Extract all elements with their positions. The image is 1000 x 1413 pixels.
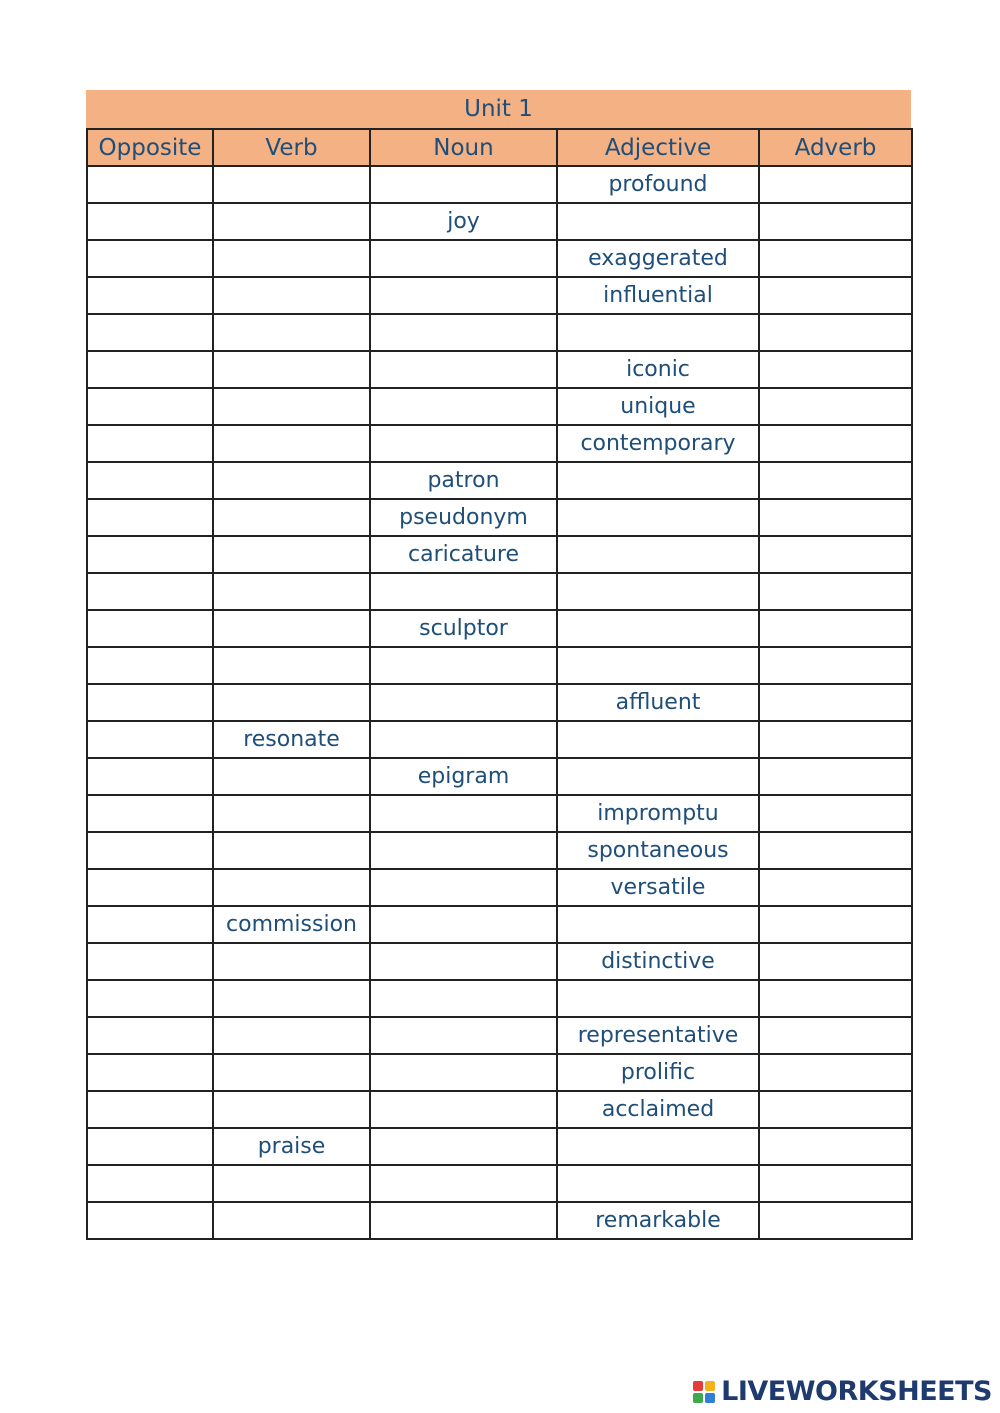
- table-row: [87, 1091, 912, 1128]
- cell-noun[interactable]: [370, 240, 557, 277]
- table-row: [87, 388, 912, 425]
- header-row: [87, 129, 912, 166]
- cell-opposite[interactable]: [87, 610, 213, 647]
- cell-adverb[interactable]: [759, 462, 912, 499]
- cell-verb[interactable]: [213, 795, 370, 832]
- cell-adjective[interactable]: [557, 980, 759, 1017]
- cell-adjective[interactable]: [557, 314, 759, 351]
- cell-opposite[interactable]: [87, 314, 213, 351]
- cell-adverb[interactable]: [759, 499, 912, 536]
- header-adjective: Adjective: [557, 129, 759, 166]
- cell-adverb[interactable]: [759, 832, 912, 869]
- cell-verb: commission: [213, 906, 370, 943]
- table-row: [87, 203, 912, 240]
- cell-verb[interactable]: [213, 462, 370, 499]
- liveworksheets-logo-icon: [693, 1381, 715, 1403]
- cell-adverb[interactable]: [759, 721, 912, 758]
- cell-noun[interactable]: [370, 906, 557, 943]
- cell-adjective: versatile: [557, 869, 759, 906]
- cell-adjective: spontaneous: [557, 832, 759, 869]
- cell-verb[interactable]: [213, 388, 370, 425]
- cell-noun[interactable]: [370, 166, 557, 203]
- table-row: [87, 462, 912, 499]
- table-body: [87, 166, 912, 1239]
- cell-noun[interactable]: [370, 425, 557, 462]
- logo-text: LIVEWORKSHEETS: [721, 1376, 992, 1407]
- cell-adverb[interactable]: [759, 388, 912, 425]
- cell-adjective: remarkable: [557, 1202, 759, 1239]
- worksheet: [86, 90, 911, 1240]
- cell-opposite[interactable]: [87, 943, 213, 980]
- cell-adjective: distinctive: [557, 943, 759, 980]
- cell-verb[interactable]: [213, 1165, 370, 1202]
- cell-noun[interactable]: [370, 647, 557, 684]
- table-row: [87, 684, 912, 721]
- cell-opposite[interactable]: [87, 684, 213, 721]
- cell-adverb[interactable]: [759, 1017, 912, 1054]
- cell-adjective[interactable]: [557, 1128, 759, 1165]
- cell-opposite[interactable]: [87, 795, 213, 832]
- cell-adverb[interactable]: [759, 351, 912, 388]
- cell-adjective: unique: [557, 388, 759, 425]
- cell-opposite[interactable]: [87, 1202, 213, 1239]
- cell-verb[interactable]: [213, 573, 370, 610]
- table-row: [87, 906, 912, 943]
- cell-opposite[interactable]: [87, 721, 213, 758]
- cell-verb[interactable]: [213, 869, 370, 906]
- cell-adverb[interactable]: [759, 277, 912, 314]
- cell-opposite[interactable]: [87, 425, 213, 462]
- cell-adjective[interactable]: [557, 536, 759, 573]
- cell-noun[interactable]: [370, 980, 557, 1017]
- table-row: [87, 1128, 912, 1165]
- cell-opposite[interactable]: [87, 277, 213, 314]
- cell-adverb[interactable]: [759, 1165, 912, 1202]
- cell-adverb[interactable]: [759, 1054, 912, 1091]
- cell-adverb[interactable]: [759, 573, 912, 610]
- cell-noun[interactable]: [370, 684, 557, 721]
- cell-adverb[interactable]: [759, 1128, 912, 1165]
- table-row: [87, 1202, 912, 1239]
- cell-adjective[interactable]: [557, 758, 759, 795]
- cell-opposite[interactable]: [87, 351, 213, 388]
- header-opposite: Opposite: [87, 129, 213, 166]
- cell-adjective[interactable]: [557, 462, 759, 499]
- cell-adjective: exaggerated: [557, 240, 759, 277]
- cell-noun[interactable]: [370, 1165, 557, 1202]
- cell-noun[interactable]: [370, 721, 557, 758]
- cell-adjective[interactable]: [557, 573, 759, 610]
- table-row: [87, 573, 912, 610]
- cell-verb[interactable]: [213, 351, 370, 388]
- cell-noun: sculptor: [370, 610, 557, 647]
- cell-adjective[interactable]: [557, 647, 759, 684]
- table-row: [87, 610, 912, 647]
- cell-verb[interactable]: [213, 1202, 370, 1239]
- cell-opposite[interactable]: [87, 499, 213, 536]
- table-row: [87, 351, 912, 388]
- cell-opposite[interactable]: [87, 388, 213, 425]
- table-row: [87, 980, 912, 1017]
- cell-adjective: representative: [557, 1017, 759, 1054]
- cell-opposite[interactable]: [87, 1165, 213, 1202]
- cell-opposite[interactable]: [87, 203, 213, 240]
- cell-verb[interactable]: [213, 980, 370, 1017]
- cell-opposite[interactable]: [87, 832, 213, 869]
- cell-verb[interactable]: [213, 166, 370, 203]
- cell-adverb[interactable]: [759, 536, 912, 573]
- table-row: [87, 1017, 912, 1054]
- cell-opposite[interactable]: [87, 1054, 213, 1091]
- cell-verb[interactable]: [213, 1017, 370, 1054]
- cell-noun[interactable]: [370, 314, 557, 351]
- table-row: [87, 943, 912, 980]
- cell-opposite[interactable]: [87, 166, 213, 203]
- table-row: [87, 795, 912, 832]
- cell-adverb[interactable]: [759, 906, 912, 943]
- cell-opposite[interactable]: [87, 1091, 213, 1128]
- table-row: [87, 277, 912, 314]
- cell-noun[interactable]: [370, 1017, 557, 1054]
- cell-opposite[interactable]: [87, 758, 213, 795]
- cell-adjective: affluent: [557, 684, 759, 721]
- cell-noun[interactable]: [370, 1128, 557, 1165]
- header-adverb: Adverb: [759, 129, 912, 166]
- cell-noun[interactable]: [370, 832, 557, 869]
- cell-verb[interactable]: [213, 314, 370, 351]
- cell-adjective: contemporary: [557, 425, 759, 462]
- cell-noun[interactable]: [370, 795, 557, 832]
- cell-noun[interactable]: [370, 869, 557, 906]
- cell-adverb[interactable]: [759, 610, 912, 647]
- table-row: [87, 1165, 912, 1202]
- word-forms-table: [86, 128, 913, 1240]
- table-row: [87, 647, 912, 684]
- cell-adverb[interactable]: [759, 1202, 912, 1239]
- cell-adjective[interactable]: [557, 610, 759, 647]
- cell-adverb[interactable]: [759, 1091, 912, 1128]
- cell-noun: caricature: [370, 536, 557, 573]
- cell-opposite[interactable]: [87, 536, 213, 573]
- table-row: [87, 869, 912, 906]
- cell-adverb[interactable]: [759, 869, 912, 906]
- cell-adjective[interactable]: [557, 906, 759, 943]
- table-row: [87, 536, 912, 573]
- cell-opposite[interactable]: [87, 573, 213, 610]
- cell-adverb[interactable]: [759, 647, 912, 684]
- cell-verb[interactable]: [213, 203, 370, 240]
- cell-noun[interactable]: [370, 351, 557, 388]
- cell-opposite[interactable]: [87, 980, 213, 1017]
- cell-adjective: profound: [557, 166, 759, 203]
- cell-adjective: acclaimed: [557, 1091, 759, 1128]
- cell-adverb[interactable]: [759, 240, 912, 277]
- cell-verb[interactable]: [213, 425, 370, 462]
- table-row: [87, 1054, 912, 1091]
- cell-adverb[interactable]: [759, 980, 912, 1017]
- cell-adverb[interactable]: [759, 203, 912, 240]
- table-row: [87, 832, 912, 869]
- cell-adverb[interactable]: [759, 425, 912, 462]
- cell-adjective: iconic: [557, 351, 759, 388]
- cell-verb[interactable]: [213, 758, 370, 795]
- cell-noun: patron: [370, 462, 557, 499]
- header-noun: Noun: [370, 129, 557, 166]
- cell-verb[interactable]: [213, 1054, 370, 1091]
- cell-opposite[interactable]: [87, 1128, 213, 1165]
- table-row: [87, 758, 912, 795]
- cell-adverb[interactable]: [759, 684, 912, 721]
- header-verb: Verb: [213, 129, 370, 166]
- cell-adjective: influential: [557, 277, 759, 314]
- cell-noun[interactable]: [370, 1054, 557, 1091]
- cell-opposite[interactable]: [87, 240, 213, 277]
- cell-noun: joy: [370, 203, 557, 240]
- cell-verb: resonate: [213, 721, 370, 758]
- unit-title: Unit 1: [86, 90, 911, 128]
- cell-verb[interactable]: [213, 943, 370, 980]
- cell-adverb[interactable]: [759, 795, 912, 832]
- cell-adverb[interactable]: [759, 314, 912, 351]
- cell-opposite[interactable]: [87, 869, 213, 906]
- cell-verb[interactable]: [213, 240, 370, 277]
- cell-verb[interactable]: [213, 832, 370, 869]
- table-row: [87, 314, 912, 351]
- cell-adjective[interactable]: [557, 1165, 759, 1202]
- table-row: [87, 499, 912, 536]
- cell-verb[interactable]: [213, 1091, 370, 1128]
- table-row: [87, 240, 912, 277]
- cell-adjective[interactable]: [557, 499, 759, 536]
- cell-noun: pseudonym: [370, 499, 557, 536]
- cell-noun[interactable]: [370, 573, 557, 610]
- cell-opposite[interactable]: [87, 906, 213, 943]
- table-row: [87, 721, 912, 758]
- cell-noun[interactable]: [370, 388, 557, 425]
- cell-opposite[interactable]: [87, 1017, 213, 1054]
- cell-verb[interactable]: [213, 536, 370, 573]
- cell-verb[interactable]: [213, 499, 370, 536]
- cell-verb[interactable]: [213, 277, 370, 314]
- cell-noun: epigram: [370, 758, 557, 795]
- cell-adverb[interactable]: [759, 758, 912, 795]
- cell-opposite[interactable]: [87, 647, 213, 684]
- cell-adverb[interactable]: [759, 166, 912, 203]
- liveworksheets-logo: [693, 1376, 992, 1407]
- cell-opposite[interactable]: [87, 462, 213, 499]
- cell-adjective[interactable]: [557, 203, 759, 240]
- cell-noun[interactable]: [370, 1202, 557, 1239]
- table-row: [87, 166, 912, 203]
- cell-verb[interactable]: [213, 647, 370, 684]
- cell-adjective[interactable]: [557, 721, 759, 758]
- table-row: [87, 425, 912, 462]
- cell-adverb[interactable]: [759, 943, 912, 980]
- cell-adjective: impromptu: [557, 795, 759, 832]
- cell-verb[interactable]: [213, 684, 370, 721]
- cell-verb[interactable]: [213, 610, 370, 647]
- cell-noun[interactable]: [370, 943, 557, 980]
- cell-adjective: prolific: [557, 1054, 759, 1091]
- cell-verb: praise: [213, 1128, 370, 1165]
- cell-noun[interactable]: [370, 1091, 557, 1128]
- cell-noun[interactable]: [370, 277, 557, 314]
